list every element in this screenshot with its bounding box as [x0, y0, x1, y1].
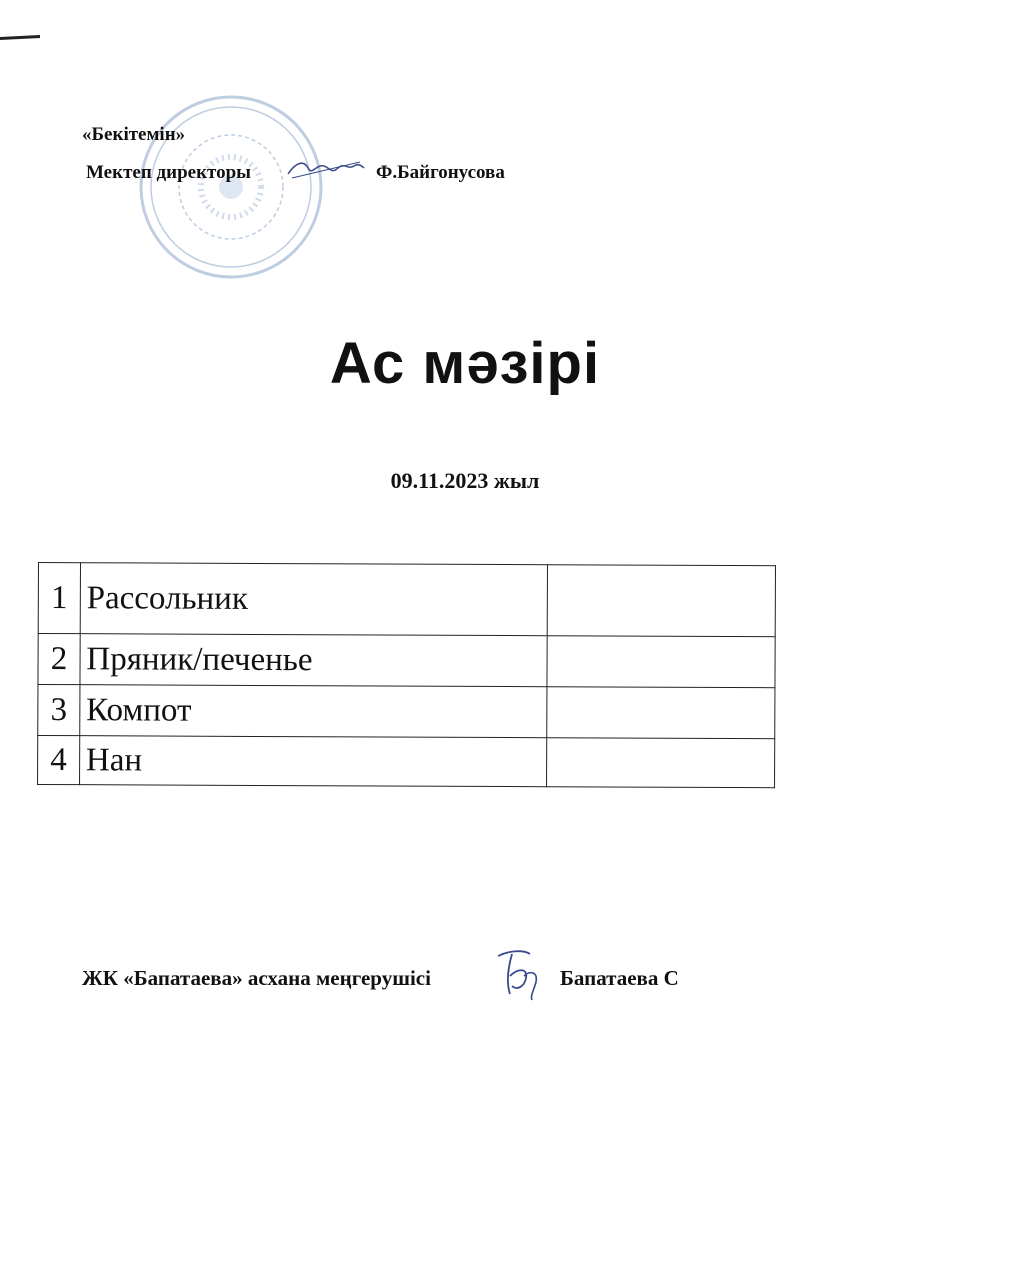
page-title: Ас мәзірі	[329, 331, 601, 396]
canteen-head-signature	[490, 946, 550, 1002]
item-extra-cell	[547, 738, 775, 788]
item-name: Пряник/печенье	[80, 634, 548, 687]
item-name: Компот	[80, 685, 548, 738]
table-row	[38, 736, 775, 788]
item-extra-cell	[547, 687, 775, 739]
director-signature	[286, 154, 366, 182]
item-number: 1	[38, 563, 80, 634]
item-number: 4	[38, 736, 80, 785]
table-row	[38, 634, 775, 688]
menu-table	[37, 562, 776, 788]
scan-edge-mark	[0, 35, 40, 40]
director-role: Мектеп директоры	[86, 162, 252, 183]
canteen-head-label: ЖК «Бапатаева» асхана меңгерушісі	[82, 966, 431, 990]
table-row	[38, 685, 775, 739]
footer-signature-line	[82, 966, 679, 991]
item-extra-cell	[548, 565, 776, 637]
item-number: 2	[38, 634, 80, 685]
menu-date: 09.11.2023 жыл	[390, 468, 540, 493]
item-name: Нан	[79, 736, 547, 787]
item-extra-cell	[547, 636, 775, 688]
director-line	[86, 162, 505, 190]
approval-block	[82, 124, 505, 190]
canteen-head-name: Бапатаева С	[560, 966, 679, 990]
item-number: 3	[38, 685, 80, 736]
approved-label: «Бекітемін»	[82, 124, 186, 145]
item-name: Рассольник	[80, 563, 548, 636]
table-row	[38, 563, 775, 637]
director-name: Ф.Байгонусова	[376, 162, 505, 183]
